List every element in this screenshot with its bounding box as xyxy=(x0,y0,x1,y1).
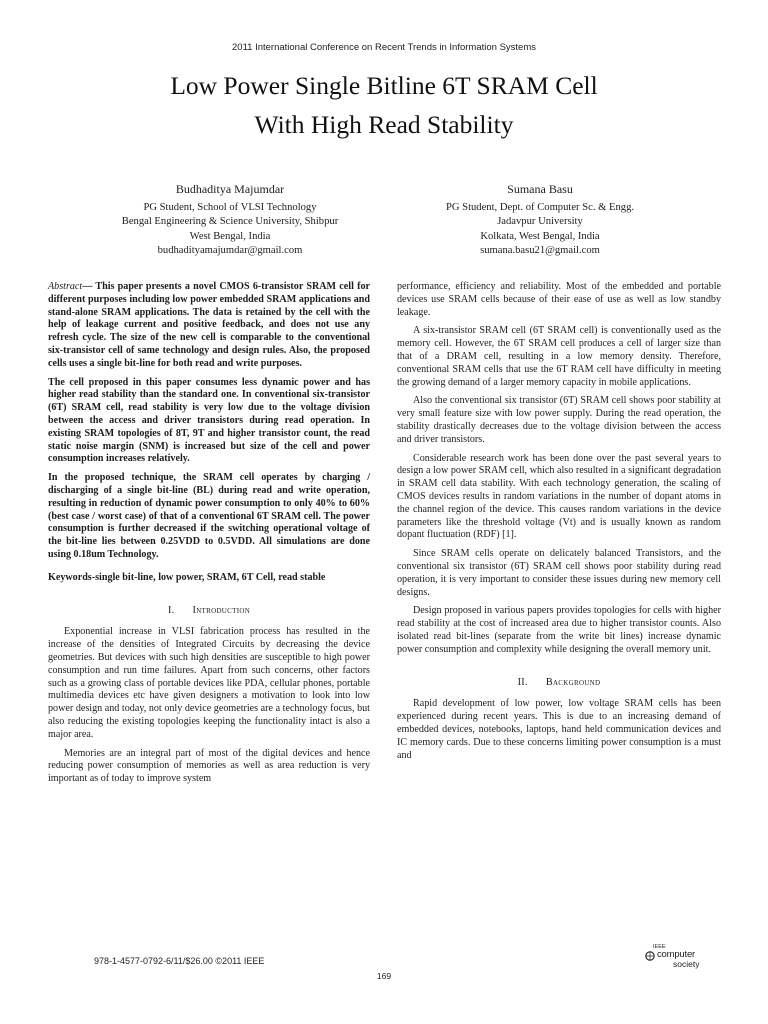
author-block-1 xyxy=(60,182,400,258)
logo-computer-text: computer xyxy=(657,949,696,960)
author-email: sumana.basu21@gmail.com xyxy=(480,244,600,256)
right-column xyxy=(397,281,721,768)
conference-header: 2011 International Conference on Recent Trends in Information Systems xyxy=(232,42,536,53)
abstract-paragraph-2: The cell proposed in this paper consumes less dynamic power and has higher read stability than the standard one. In conventional six-transistor (6T) SRAM cell, read stability is very low due to the voltage division between the access and driver transistors during read operation. In existing SRAM topologies of 8T, 9T and higher transistor count, the read static noise margin (SNM) is increased but size of the cell and power consumption increases relatively. xyxy=(48,376,370,465)
section-heading-background xyxy=(397,677,721,690)
globe-icon xyxy=(645,951,655,961)
section-title: Introduction xyxy=(192,604,251,616)
author-location: West Bengal, India xyxy=(189,230,271,242)
author-name: Sumana Basu xyxy=(507,182,573,196)
author-institution: Bengal Engineering & Science University, Shibpur xyxy=(121,216,339,228)
author-block-2 xyxy=(385,182,695,258)
background-paragraph-1: Rapid development of low power, low voltage SRAM cells has been experienced during recent years. This is due to an increasing demand of embedded devices, notebooks, laptops, hand held communication devices and IC memory cards. Due to these concerns limiting power consumption is a must and xyxy=(397,698,721,761)
title-line-2: With High Read Stability xyxy=(254,110,514,139)
author-location: Kolkata, West Bengal, India xyxy=(480,230,600,242)
title-line-1: Low Power Single Bitline 6T SRAM Cell xyxy=(170,71,598,100)
abstract-paragraph-3: In the proposed technique, the SRAM cell operates by charging / discharging of a single bit-line (BL) during read and write operation, resulting in reduction of dynamic power consumption to only 40% to 60% (best case / worst case) of that of a conventional 6T SRAM cell. The power consumption is further decreased if the switching operational voltage of the bit-line lies between 0.25VDD to 0.5VDD. All simulations are done using 0.18um Technology. xyxy=(48,472,370,560)
page-number: 169 xyxy=(376,971,392,981)
computer-society-logo xyxy=(645,944,725,972)
section-number: I. xyxy=(167,604,175,616)
body-paragraph-3: Also the conventional six transistor (6T) SRAM cell shows poor stability at very small feature size with low power supply. During the read operation, the stability drastically decreases due to the voltage division between the access and driver transistors. xyxy=(397,395,721,445)
intro-paragraph-1: Exponential increase in VLSI fabrication process has resulted in the increase of the densities of Integrated Circuits by decreasing the device geometries. But devices with such high densities are susceptible to high power consumption and run time failures. Apart from such concerns, other factors such as a growing class of portable devices like PDA, cellular phones, portable multimedia devices etc have given designers a motivation to look into low power design and today, not only device geometries are a technology focus, but also reducing the existing topologies keeping the functionality intact is also a major area. xyxy=(48,626,370,740)
abstract-paragraph-1: Abstract— This paper presents a novel CMOS 6-transistor SRAM cell for different purposes including low power embedded SRAM applications and stand-alone SRAM applications. The data is retained by the cell with the help of leakage current and positive feedback, and does not use any refresh cycle. The size of the new cell is comparable to the conventional six-transistor cell of same technology and design rules. Also, the proposed cells uses a single bit-line for both read and write purposes. xyxy=(48,281,370,369)
author-affiliation: PG Student, School of VLSI Technology xyxy=(143,202,317,214)
logo-society-text: society xyxy=(673,959,700,969)
logo-ieee-text: IEEE xyxy=(653,944,666,950)
left-column xyxy=(48,281,370,792)
body-paragraph-4: Considerable research work has been done over the past several years to design a low power SRAM cell, which also resulted in a significant degradation in SRAM cell data stability. With each technology generation, the scaling of CMOS devices results in random variations in the number of dopant atoms in the channel region of the device. This causes random variations in the device parameters like the threshold voltage (Vt) and is usually known as random dopant fluctuation (RDF) [1]. xyxy=(397,452,721,541)
author-institution: Jadavpur University xyxy=(497,216,583,228)
keywords: Keywords-single bit-line, low power, SRAM, 6T Cell, read stable xyxy=(48,571,326,583)
body-paragraph-2: A six-transistor SRAM cell (6T SRAM cell) is conventionally used as the memory cell. However, the 6T SRAM cell produces a cell of larger size than that of a DRAM cell, resulting in a low memory density. Therefore, conventional SRAM cells that use the 6T RAM cell have difficulty in meeting the growing demand of a larger memory capacity in mobile applications. xyxy=(397,325,721,388)
section-heading-introduction xyxy=(48,605,370,618)
section-number: II. xyxy=(517,676,528,688)
author-name: Budhaditya Majumdar xyxy=(175,182,285,196)
copyright-line: 978-1-4577-0792-6/11/$26.00 ©2011 IEEE xyxy=(94,956,265,966)
section-title: Background xyxy=(545,676,601,688)
intro-paragraph-2: Memories are an integral part of most of the digital devices and hence reducing power consumption of memories as well as area reduction is very important as of today to improve system xyxy=(48,747,370,785)
body-paragraph-6: Design proposed in various papers provides topologies for cells with higher read stability at the cost of increased area due to higher transistor counts. Also isolated read bit-lines (separate from the write bit lines) increase dynamic power consumption and complexity while designing the overall memory unit. xyxy=(397,605,721,655)
paper-title xyxy=(60,66,708,144)
author-affiliation: PG Student, Dept. of Computer Sc. & Engg. xyxy=(445,202,635,214)
body-paragraph-5: Since SRAM cells operate on delicately balanced Transistors, and the conventional six transistor (6T) SRAM cell shows poor stability during read operation, it is very important to consider these issues during new memory cell designs. xyxy=(397,548,721,598)
author-email: budhadityamajumdar@gmail.com xyxy=(157,244,303,256)
abstract-label: Abstract xyxy=(48,281,83,292)
body-paragraph-1: performance, efficiency and reliability. Most of the embedded and portable devices use SRAM cells because of their ease of use as well as low standby leakage. xyxy=(397,281,721,318)
